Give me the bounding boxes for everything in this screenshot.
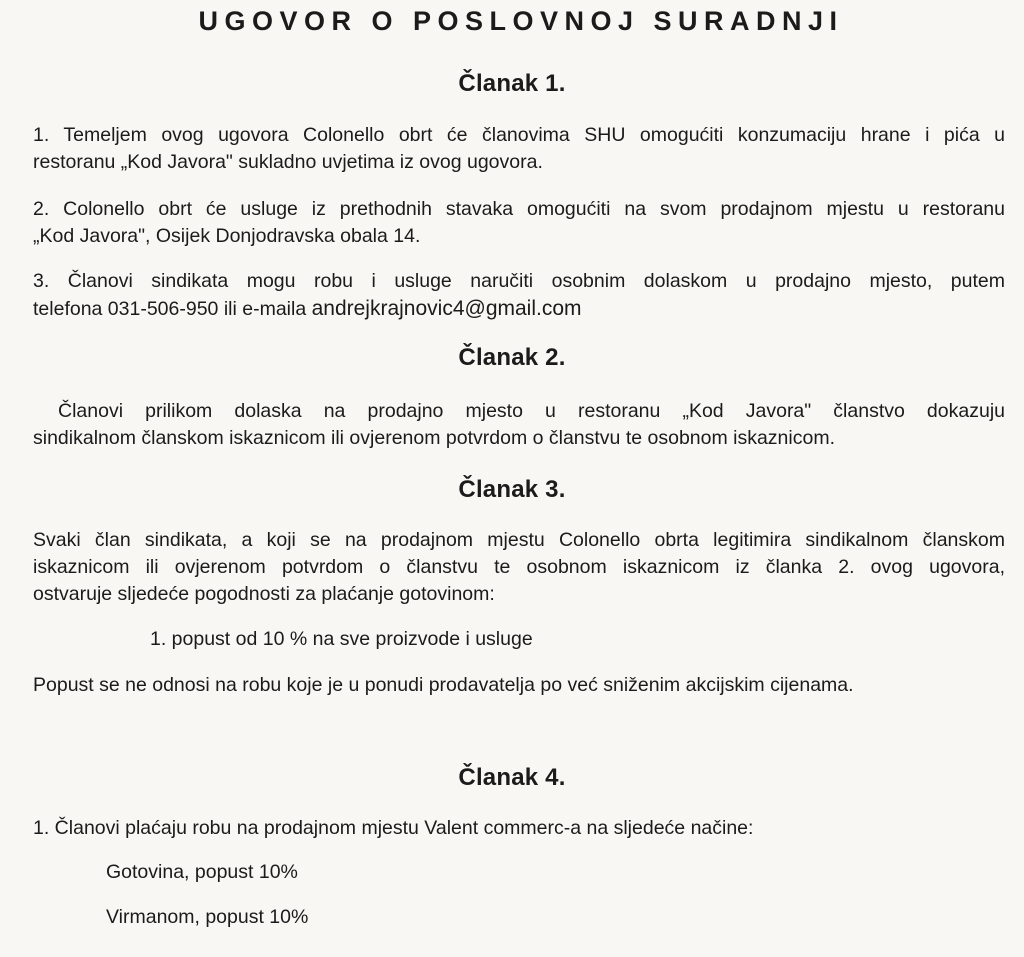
article-4-heading: Članak 4. — [458, 764, 566, 791]
article-1-paragraph-3 — [33, 268, 1005, 323]
paragraph-line: iskaznicom ili ovjerenom potvrdom o članstvu te osobnom iskaznicom iz članka 2. ovog ugovora, — [33, 556, 1005, 578]
article-1-heading: Članak 1. — [458, 70, 566, 97]
paragraph-line: Svaki član sindikata, a koji se na prodajnom mjestu Colonello obrta legitimira sindikalnom članskom — [33, 529, 1005, 551]
paragraph-line: ostvaruje sljedeće pogodnosti za plaćanje gotovinom: — [33, 583, 495, 605]
article-2-paragraph-1 — [58, 398, 1005, 425]
contact-email: andrejkrajnovic4@gmail.com — [311, 297, 582, 320]
paragraph-line: „Kod Javora", Osijek Donjodravska obala 14. — [33, 225, 421, 247]
article-3-paragraph-1 — [33, 527, 1005, 608]
payment-method-transfer: Virmanom, popust 10% — [106, 906, 309, 928]
contact-phone-text: telefona 031-506-950 ili e-maila — [33, 298, 312, 320]
paragraph-line: 3. Članovi sindikata mogu robu i usluge naručiti osobnim dolaskom u prodajno mjesto, putem — [33, 270, 1005, 292]
document-title: UGOVOR O POSLOVNOJ SURADNJI — [198, 6, 844, 36]
paragraph-line: 2. Colonello obrt će usluge iz prethodnih stavaka omogućiti na svom prodajnom mjestu u restoranu — [33, 198, 1005, 220]
paragraph-line: sindikalnom članskom iskaznicom ili ovjerenom potvrdom o članstvu te osobnom iskaznicom. — [33, 427, 835, 449]
article-4-paragraph-1 — [33, 815, 1005, 842]
paragraph-line: Članovi prilikom dolaska na prodajno mjesto u restoranu „Kod Javora" članstvo dokazuju — [58, 400, 1005, 422]
paragraph-line: restoranu „Kod Javora" sukladno uvjetima iz ovog ugovora. — [33, 151, 543, 173]
article-3-note — [33, 672, 1005, 699]
article-1-paragraph-1 — [33, 122, 1005, 176]
article-3-heading: Članak 3. — [458, 476, 566, 503]
payment-method-cash: Gotovina, popust 10% — [106, 861, 298, 883]
article-2-heading: Članak 2. — [458, 344, 566, 371]
discount-list-item: 1. popust od 10 % na sve proizvode i usluge — [150, 628, 533, 650]
paragraph-line: 1. Temeljem ovog ugovora Colonello obrt će članovima SHU omogućiti konzumaciju hrane i pića u — [33, 124, 1005, 146]
article-2-paragraph-1-continued — [33, 425, 1005, 452]
paragraph-line: 1. Članovi plaćaju robu na prodajnom mjestu Valent commerc-a na sljedeće načine: — [33, 817, 754, 839]
article-1-paragraph-2 — [33, 196, 1005, 250]
paragraph-line: Popust se ne odnosi na robu koje je u ponudi prodavatelja po već sniženim akcijskim cijenama. — [33, 674, 854, 696]
paragraph-line — [33, 295, 1005, 323]
